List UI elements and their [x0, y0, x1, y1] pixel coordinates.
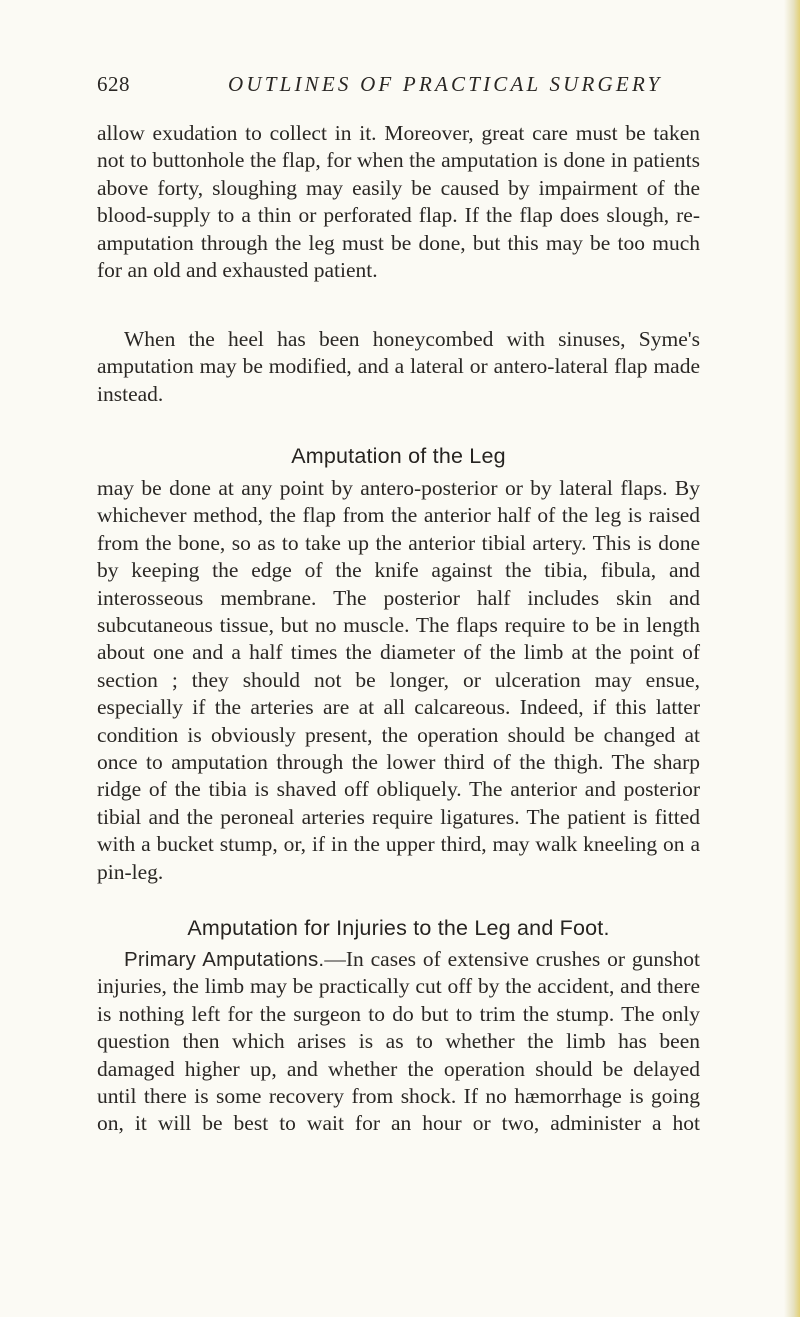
paragraph-text: When the heel has been honeycombed with sinuses, Syme's amputation may be modified, and a lateral or antero-lateral flap made instead.	[97, 327, 700, 406]
paragraph-syme-modification	[97, 326, 700, 408]
running-title: OUTLINES OF PRACTICAL SURGERY	[228, 72, 663, 96]
paragraph-flap-care	[97, 120, 700, 284]
section-heading-injuries: Amputation for Injuries to the Leg and Foot.	[187, 916, 610, 940]
page-edge-shading	[784, 0, 800, 1317]
page-number: 628	[97, 72, 130, 96]
paragraph-text: allow exudation to collect in it. Moreover, great care must be taken not to buttonhole the flap, for when the amputation is done in patients above forty, sloughing may easily be caused by impairment of the blood-supply to a thin or perforated flap. If the flap does slough, re-amputation through the leg must be done, but this may be too much for an old and exhausted patient.	[97, 121, 700, 283]
paragraph-text: —In cases of extensive crushes or gunshot injuries, the limb may be practically cut off by the accident, and there is nothing left for the surgeon to do but to trim the stump. The only question then which arises is as to whether the limb has been damaged higher up, and whether the operation should be delayed until there is some recovery from shock. If no hæmorrhage is going on, it will be best to wait for an hour or two, administer a hot	[97, 947, 700, 1136]
paragraph-leg-amputation	[97, 475, 700, 886]
paragraph-primary-amputations	[97, 946, 700, 1138]
section-heading-leg-amputation: Amputation of the Leg	[291, 444, 506, 468]
running-header	[97, 72, 709, 106]
run-in-heading: Primary Amputations.	[124, 948, 325, 971]
paragraph-text: may be done at any point by antero-posterior or by lateral flaps. By whichever method, the flap from the anterior half of the leg is raised from the bone, so as to take up the anterior tibial artery. This is done by keeping the edge of the knife against the tibia, fibula, and interosseous membrane. The posterior half includes skin and subcutaneous tissue, but no muscle. The flaps require to be in length about one and a half times the diameter of the limb at the point of section ; they should not be longer, or ulceration may ensue, especially if the arteries are at all calcareous. Indeed, if this latter condition is obviously present, the operation should be changed at once to amputation through the lower third of the thigh. The sharp ridge of the tibia is shaved off obliquely. The anterior and posterior tibial and the peroneal arteries require ligatures. The patient is fitted with a bucket stump, or, if in the upper third, may walk kneeling on a pin-leg.	[97, 476, 700, 884]
